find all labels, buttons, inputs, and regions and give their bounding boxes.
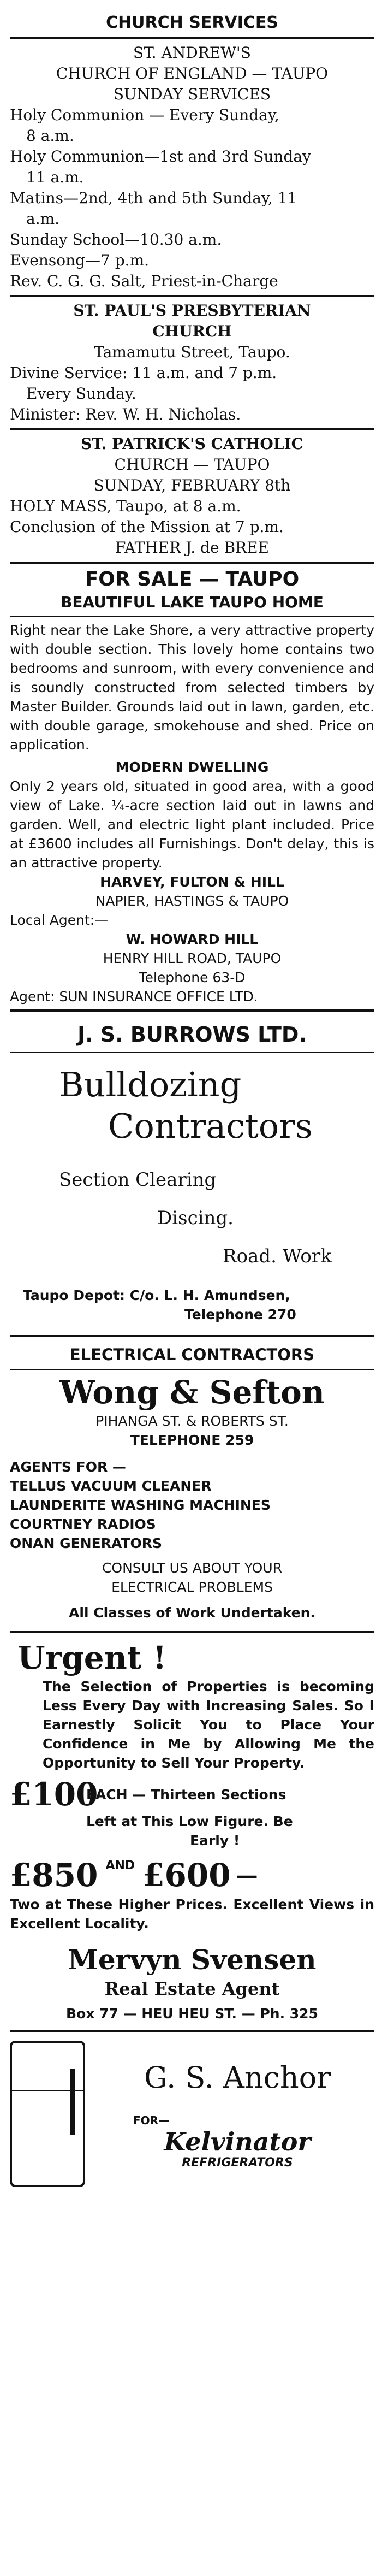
divider <box>10 295 374 297</box>
price-row-850-600 <box>10 1856 374 1895</box>
divider <box>10 1335 374 1337</box>
for-sale-title: FOR SALE — TAUPO <box>85 568 300 590</box>
insurance-agent: Agent: SUN INSURANCE OFFICE LTD. <box>10 989 258 1005</box>
svensen-role: Real Estate Agent <box>104 1978 280 1999</box>
price-600: £600 <box>142 1857 231 1894</box>
st-patricks-mass: HOLY MASS, Taupo, at 8 a.m. <box>10 497 241 515</box>
price-100-line: EACH — Thirteen Sections <box>86 1786 286 1803</box>
price-100-text <box>86 1785 374 1804</box>
priest-line: Rev. C. G. G. Salt, Priest-in-Charge <box>10 272 278 290</box>
local-agent-name: W. HOWARD HILL <box>126 931 259 947</box>
refrigerator-icon <box>10 2041 85 2187</box>
st-pauls-service: Divine Service: 11 a.m. and 7 p.m. <box>10 364 277 382</box>
st-pauls-minister: Minister: Rev. W. H. Nicholas. <box>10 405 241 423</box>
st-patricks-notice <box>10 434 374 558</box>
st-patricks-conclusion: Conclusion of the Mission at 7 p.m. <box>10 518 284 536</box>
divider <box>10 562 374 564</box>
st-patricks-date: SUNDAY, FEBRUARY 8th <box>93 476 291 494</box>
urgent-heading: Urgent ! <box>17 1639 167 1676</box>
st-pauls-subtitle: CHURCH <box>152 322 232 340</box>
svensen-box: Box 77 — HEU HEU ST. — Ph. 325 <box>66 2006 318 2022</box>
svensen-body: The Selection of Properties is becoming Less Every Day with Increasing Sales. So I Earnestly Solicit You to Place Your Confidence in Me by Allowing Me the Opportunity to Sell Your Property. <box>43 1679 374 1771</box>
st-pauls-service: Every Sunday. <box>26 385 136 403</box>
wong-consult: CONSULT US ABOUT YOUR <box>102 1560 283 1576</box>
wong-agent-item: LAUNDERITE WASHING MACHINES <box>10 1497 271 1513</box>
st-pauls-title: ST. PAUL'S PRESBYTERIAN <box>73 302 311 320</box>
price-and: AND <box>105 1859 135 1872</box>
service-line: a.m. <box>26 210 60 228</box>
local-agent-phone: Telephone 63-D <box>139 970 246 985</box>
price-dash: — <box>236 1862 258 1888</box>
agents-name: HARVEY, FULTON & HILL <box>100 874 284 890</box>
local-agent-address: HENRY HILL ROAD, TAUPO <box>103 950 282 966</box>
newspaper-column <box>10 8 374 2187</box>
st-andrews-heading: SUNDAY SERVICES <box>113 85 271 103</box>
burrows-phone: Telephone 270 <box>184 1307 296 1322</box>
divider <box>10 1369 374 1370</box>
wong-agent-item: ONAN GENERATORS <box>10 1535 162 1551</box>
for-sale-subtitle: BEAUTIFUL LAKE TAUPO HOME <box>61 593 324 611</box>
price-row-100 <box>10 1777 374 1812</box>
st-andrews-subtitle: CHURCH OF ENGLAND — TAUPO <box>56 64 329 82</box>
st-patricks-subtitle: CHURCH — TAUPO <box>114 456 270 474</box>
st-andrews-title: ST. ANDREW'S <box>133 44 251 62</box>
service-line: Holy Communion—1st and 3rd Sunday <box>10 147 311 166</box>
local-agent-label: Local Agent:— <box>10 912 109 928</box>
wong-agent-item: COURTNEY RADIOS <box>10 1516 156 1532</box>
divider <box>10 37 374 39</box>
svensen-ad <box>10 1636 374 2026</box>
anchor-ad <box>10 2035 374 2187</box>
two-higher-prices: Two at These Higher Prices. Excellent Views in Excellent Locality. <box>10 1896 374 1931</box>
wong-name: Wong & Sefton <box>59 1374 325 1411</box>
service-line: Evensong—7 p.m. <box>10 251 150 269</box>
kelvinator-logo: Kelvinator <box>164 2126 311 2156</box>
burrows-contractors: Contractors <box>108 1106 313 1146</box>
st-pauls-notice <box>10 300 374 425</box>
price-850: £850 <box>10 1857 98 1894</box>
price-100-line: Early ! <box>190 1833 240 1848</box>
divider <box>10 428 374 430</box>
wong-agents-label: AGENTS FOR — <box>10 1459 126 1475</box>
divider <box>10 2030 374 2032</box>
service-line: 8 a.m. <box>26 127 74 145</box>
price-100: £100 <box>10 1776 98 1813</box>
service-line: Holy Communion — Every Sunday, <box>10 106 279 124</box>
agents-locations: NAPIER, HASTINGS & TAUPO <box>95 893 289 909</box>
burrows-item: Discing. <box>157 1207 234 1229</box>
anchor-for: FOR— <box>133 2113 170 2127</box>
church-services-header: CHURCH SERVICES <box>106 13 278 32</box>
for-sale-ad <box>10 567 374 1006</box>
burrows-item: Road. Work <box>223 1245 332 1267</box>
st-pauls-address: Tamamutu Street, Taupo. <box>94 343 290 361</box>
service-line: Sunday School—10.30 a.m. <box>10 231 222 249</box>
anchor-text <box>100 2059 374 2170</box>
st-patricks-father: FATHER J. de BREE <box>115 539 269 557</box>
service-line: Matins—2nd, 4th and 5th Sunday, 11 <box>10 189 297 207</box>
svensen-name: Mervyn Svensen <box>68 1943 317 1976</box>
burrows-item: Section Clearing <box>59 1169 217 1191</box>
wong-header: ELECTRICAL CONTRACTORS <box>69 1345 315 1364</box>
wong-phone: TELEPHONE 259 <box>130 1432 254 1448</box>
wong-consult: ELECTRICAL PROBLEMS <box>111 1579 273 1595</box>
divider <box>10 1052 374 1053</box>
service-line: 11 a.m. <box>26 168 84 186</box>
wong-agent-item: TELLUS VACUUM CLEANER <box>10 1478 212 1494</box>
refrigerators-label: REFRIGERATORS <box>182 2155 293 2170</box>
modern-dwelling-title: MODERN DWELLING <box>115 759 269 775</box>
divider <box>10 616 374 617</box>
burrows-bulldozing: Bulldozing <box>59 1065 242 1104</box>
modern-dwelling-body: Only 2 years old, situated in good area, with a good view of Lake. ¼-acre section laid out in lawns and garden. Well, and electric light plant included. Price at £3600 includes all Furnishings. Don't delay, this is an attractive property. <box>10 778 374 871</box>
divider <box>10 1631 374 1633</box>
st-andrews-notice <box>10 43 374 292</box>
divider <box>10 1009 374 1012</box>
burrows-title: J. S. BURROWS LTD. <box>77 1023 307 1047</box>
burrows-ad <box>10 1015 374 1332</box>
anchor-name: G. S. Anchor <box>144 2060 331 2095</box>
price-100-line: Left at This Low Figure. Be <box>86 1813 293 1829</box>
wong-classes: All Classes of Work Undertaken. <box>69 1605 315 1621</box>
wong-address: PIHANGA ST. & ROBERTS ST. <box>96 1413 289 1429</box>
for-sale-body: Right near the Lake Shore, a very attractive property with double section. This lovely home contains two bedrooms and sunroom, with every convenience and is soundly constructed from selected timbers by Master Builder. Grounds laid out in lawn, garden, etc. with double garage, smokehouse and shed. Price on application. <box>10 622 374 753</box>
burrows-depot: Taupo Depot: C/o. L. H. Amundsen, <box>23 1287 290 1303</box>
st-patricks-title: ST. PATRICK'S CATHOLIC <box>81 435 303 453</box>
wong-sefton-ad <box>10 1340 374 1628</box>
